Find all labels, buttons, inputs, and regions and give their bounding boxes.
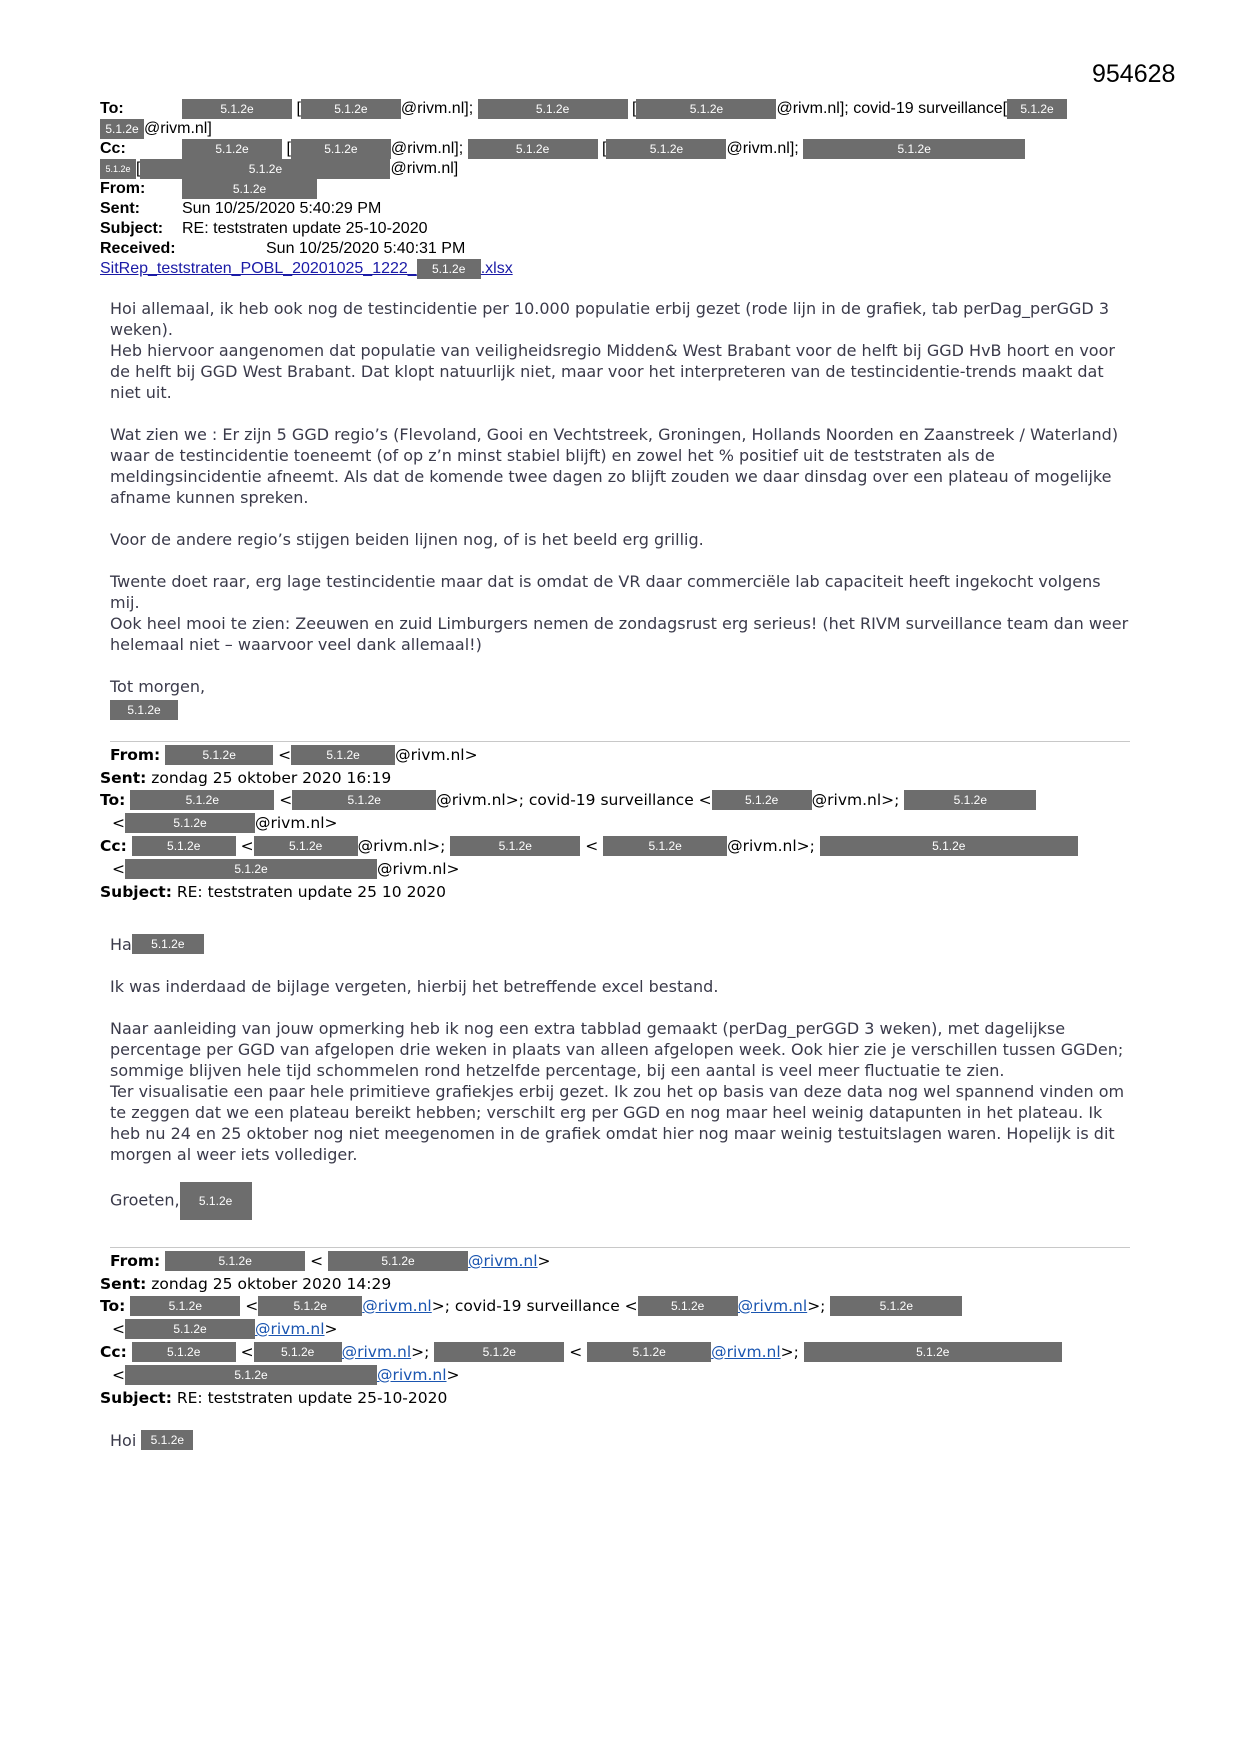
cc-line-continued: < 5.1.2e @rivm.nl> (112, 1366, 460, 1384)
subject-label: Subject: (100, 220, 164, 237)
redaction-box: 5.1.2e (125, 813, 255, 833)
redaction-box: 5.1.2e (254, 836, 358, 856)
from-line: From: 5.1.2e < 5.1.2e @rivm.nl> (110, 746, 478, 764)
redaction-box: 5.1.2e (292, 790, 436, 810)
covid-list-name: covid-19 surveillance (454, 1297, 620, 1315)
domain-link[interactable]: @rivm.nl (341, 1343, 412, 1361)
from-line: From: 5.1.2e < 5.1.2e @rivm.nl> (110, 1252, 551, 1270)
redaction-box: 5.1.2e (603, 836, 727, 856)
covid-list-name: covid-19 surveillance (853, 100, 1003, 117)
sent-value: zondag 25 oktober 2020 16:19 (151, 769, 392, 787)
domain-link[interactable]: @rivm.nl (362, 1297, 432, 1315)
subject-label: Subject: (100, 1389, 172, 1407)
to-line-continued: < 5.1.2e @rivm.nl> (112, 1320, 338, 1338)
paragraph: Twente doet raar, erg lage testincidentie maar dat is omdat de VR daar commerciële lab capaciteit heeft ingekocht volgens mij. Ook heel mooi te zien: Zeeuwen en zuid Limburgers nemen de zondagsrust erg serieus! (het RIVM surveillance team dan weer helemaal niet – waarvoor veel dank allemaal!) (110, 572, 1129, 654)
redaction-box: 5.1.2e (165, 745, 273, 765)
domain-text: @rivm.nl> (377, 860, 460, 878)
redaction-box: 5.1.2e (301, 99, 401, 119)
redaction-box: 5.1.2e (606, 139, 726, 159)
subject-value: RE: teststraten update 25-10-2020 (176, 1389, 448, 1407)
attachment-link[interactable]: SitRep_teststraten_POBL_20201025_1222_ 5.1.2e .xlsx (100, 260, 513, 277)
subject-value: RE: teststraten update 25 10 2020 (176, 883, 447, 901)
paragraph: Hoi allemaal, ik heb ook nog de testincidentie per 10.000 populatie erbij gezet (rode lijn in de grafiek, tab perDag_perGGD 3 weken). Heb hiervoor aangenomen dat populatie van veiligheidsregio Midden& West Brabant voor de helft bij GGD HvB hoort en voor de helft bij GGD West Brabant. Dat klopt natuurlijk niet, maar voor het interpreteren van de testincidentie-trends maakt dat niet uit. (110, 299, 1115, 402)
domain-link[interactable]: @rivm.nl (711, 1343, 781, 1361)
cc-line: Cc: 5.1.2e < 5.1.2e @rivm.nl>; 5.1.2e < 5.1.2e @rivm.nl>; 5.1.2e (100, 1342, 1062, 1362)
closing: Tot morgen, (110, 677, 206, 696)
redaction-box: 5.1.2e (291, 139, 391, 159)
redaction-box: 5.1.2e (450, 836, 580, 856)
cc-line-continued: 5.1.2e [ 5.1.2e @rivm.nl] (100, 159, 458, 179)
redaction-box: 5.1.2e (180, 1182, 252, 1220)
redaction-box: 5.1.2e (182, 99, 292, 119)
redaction-box: 5.1.2e (904, 790, 1036, 810)
domain-text: @rivm.nl>; (436, 791, 524, 809)
cc-label: Cc: (100, 140, 126, 157)
redaction-box: 5.1.2e (130, 1296, 240, 1316)
subject-line (100, 219, 428, 239)
domain-text: @rivm.nl] (144, 120, 212, 137)
sent-label: Sent: (100, 769, 147, 787)
greeting-line (110, 934, 1130, 955)
closing: Groeten, (110, 1190, 180, 1210)
to-line-continued (100, 119, 212, 139)
paragraph: Naar aanleiding van jouw opmerking heb ik nog een extra tabblad gemaakt (perDag_perGGD 3 weken), met dagelijkse percentage per GGD van afgelopen drie weken in plaats van alleen afgelopen week. Ook hier zie je verschillen tussen GGDen; sommige blijven hele tijd schommelen rond hetzelfde percentage, bij een aantal is veel meer fluctuatie te zien. Ter visualisatie een paar hele primitieve grafiekjes erbij gezet. Ik zou het op basis van deze data nog wel spannend vinden om te zeggen dat we een plateau bereikt hebben; verschilt erg per GGD en nog maar heel weinig datapunten in het plateau. Ik heb nu 24 en 25 oktober nog niet meegenomen in de grafiek omdat hier nog maar weinig testuitslagen waren. Hopelijk is dit morgen al weer iets vollediger. (110, 1019, 1125, 1164)
redaction-box: 5.1.2e (417, 259, 481, 279)
greeting: Ha (110, 935, 132, 954)
to-label: To: (100, 1297, 126, 1315)
cc-label: Cc: (100, 1343, 127, 1361)
redaction-box: 5.1.2e (638, 1296, 738, 1316)
separator (110, 1247, 1130, 1248)
domain-link[interactable]: @rivm.nl (255, 1320, 325, 1338)
domain-link[interactable]: @rivm.nl (377, 1366, 447, 1384)
redaction-box: 5.1.2e (804, 1342, 1062, 1362)
paragraph: Ik was inderdaad de bijlage vergeten, hierbij het betreffende excel bestand. (110, 977, 719, 996)
domain-text: @rivm.nl>; (811, 791, 900, 809)
redaction-box: 5.1.2e (125, 1319, 255, 1339)
domain-text: @rivm.nl> (255, 814, 338, 832)
domain-text: @rivm.nl]; (776, 100, 849, 117)
to-label: To: (100, 100, 124, 117)
domain-text: @rivm.nl> (395, 746, 478, 764)
sent-label: Sent: (100, 200, 140, 217)
message-2-body (110, 934, 1130, 1220)
redaction-box: 5.1.2e (110, 700, 178, 720)
greeting-line (110, 1430, 1130, 1451)
received-line (100, 239, 465, 259)
sent-value: zondag 25 oktober 2020 14:29 (151, 1275, 392, 1293)
redaction-box: 5.1.2e (1007, 99, 1067, 119)
domain-link[interactable]: @rivm.nl (468, 1252, 538, 1270)
redaction-box: 5.1.2e (132, 934, 204, 954)
domain-text: @rivm.nl>; (727, 837, 815, 855)
domain-text: @rivm.nl] (390, 160, 459, 177)
greeting: Hoi (110, 1431, 137, 1450)
message-1-body (110, 298, 1130, 721)
redaction-box: 5.1.2e (140, 159, 390, 179)
redaction-box: 5.1.2e (636, 99, 776, 119)
subject-value: RE: teststraten update 25-10-2020 (182, 220, 428, 237)
redaction-box: 5.1.2e (434, 1342, 564, 1362)
redaction-box: 5.1.2e (258, 1296, 362, 1316)
redaction-box: 5.1.2e (820, 836, 1078, 856)
redaction-box: 5.1.2e (125, 859, 377, 879)
sent-line (100, 768, 391, 788)
closing-line (110, 1182, 1130, 1220)
domain-text: @rivm.nl>; (357, 837, 446, 855)
sent-line (100, 199, 381, 219)
domain-text: @rivm.nl]; (390, 140, 464, 157)
paragraph: Wat zien we : Er zijn 5 GGD regio’s (Flevoland, Gooi en Vechtstreek, Groningen, Hollands Noorden en Zaanstreek / Waterland) waar de testincidentie toeneemt (of op z’n minst stabiel blijft) en zowel het % positief uit de teststraten als de meldingsincidentie afneemt. Als dat de komende twee dagen zo blijft zouden we daar dinsdag over een plateau of mogelijke afname kunnen spreken. (110, 425, 1119, 507)
to-line: To: 5.1.2e < 5.1.2e @rivm.nl>; covid-19 surveillance < 5.1.2e @rivm.nl>; 5.1.2e (100, 790, 1036, 810)
redaction-box: 5.1.2e (830, 1296, 962, 1316)
domain-link[interactable]: @rivm.nl (737, 1297, 808, 1315)
redaction-box: 5.1.2e (328, 1251, 468, 1271)
redaction-box: 5.1.2e (468, 139, 598, 159)
to-line: To: 5.1.2e < 5.1.2e @rivm.nl>; covid-19 surveillance < 5.1.2e @rivm.nl>; 5.1.2e (100, 1296, 962, 1316)
redaction-box: 5.1.2e (803, 139, 1025, 159)
from-line (100, 179, 317, 199)
message-3-body (110, 1430, 1130, 1451)
from-label: From: (110, 1252, 161, 1270)
received-label: Received: (100, 240, 176, 257)
sent-label: Sent: (100, 1275, 147, 1293)
cc-label: Cc: (100, 837, 127, 855)
subject-label: Subject: (100, 883, 172, 901)
from-label: From: (100, 180, 146, 197)
to-line: To: 5.1.2e [ 5.1.2e @rivm.nl]; 5.1.2e [ 5.1.2e @rivm.nl]; covid-19 surveillance[ 5.1.2e (100, 99, 1067, 119)
subject-line (100, 1388, 447, 1408)
redaction-box: 5.1.2e (132, 836, 236, 856)
cc-line: Cc: 5.1.2e < 5.1.2e @rivm.nl>; 5.1.2e < 5.1.2e @rivm.nl>; 5.1.2e (100, 836, 1078, 856)
redaction-box: 5.1.2e (100, 159, 136, 179)
redaction-box: 5.1.2e (182, 139, 282, 159)
cc-line: Cc: 5.1.2e [ 5.1.2e @rivm.nl]; 5.1.2e [ 5.1.2e @rivm.nl]; 5.1.2e (100, 139, 1025, 159)
redaction-box: 5.1.2e (130, 790, 274, 810)
paragraph: Voor de andere regio’s stijgen beiden lijnen nog, of is het beeld erg grillig. (110, 530, 704, 549)
redaction-box: 5.1.2e (132, 1342, 236, 1362)
domain-text: @rivm.nl]; (726, 140, 799, 157)
redaction-box: 5.1.2e (165, 1251, 305, 1271)
redaction-box: 5.1.2e (254, 1342, 342, 1362)
sent-line (100, 1274, 391, 1294)
redaction-box: 5.1.2e (587, 1342, 711, 1362)
redaction-box: 5.1.2e (182, 179, 317, 199)
covid-list-name: covid-19 surveillance (528, 791, 694, 809)
document-number: 954628 (1092, 60, 1176, 88)
attachment-line (100, 259, 513, 279)
redaction-box: 5.1.2e (125, 1365, 377, 1385)
domain-text: @rivm.nl]; (400, 100, 474, 117)
redaction-box: 5.1.2e (141, 1430, 193, 1450)
subject-line (100, 882, 446, 902)
sent-value: Sun 10/25/2020 5:40:29 PM (182, 200, 382, 217)
to-label: To: (100, 791, 126, 809)
cc-line-continued: < 5.1.2e @rivm.nl> (112, 860, 460, 878)
received-value: Sun 10/25/2020 5:40:31 PM (266, 240, 466, 257)
from-label: From: (110, 746, 161, 764)
separator (110, 741, 1130, 742)
redaction-box: 5.1.2e (478, 99, 628, 119)
redaction-box: 5.1.2e (100, 119, 144, 139)
redaction-box: 5.1.2e (712, 790, 812, 810)
to-line-continued: < 5.1.2e @rivm.nl> (112, 814, 338, 832)
redaction-box: 5.1.2e (291, 745, 395, 765)
